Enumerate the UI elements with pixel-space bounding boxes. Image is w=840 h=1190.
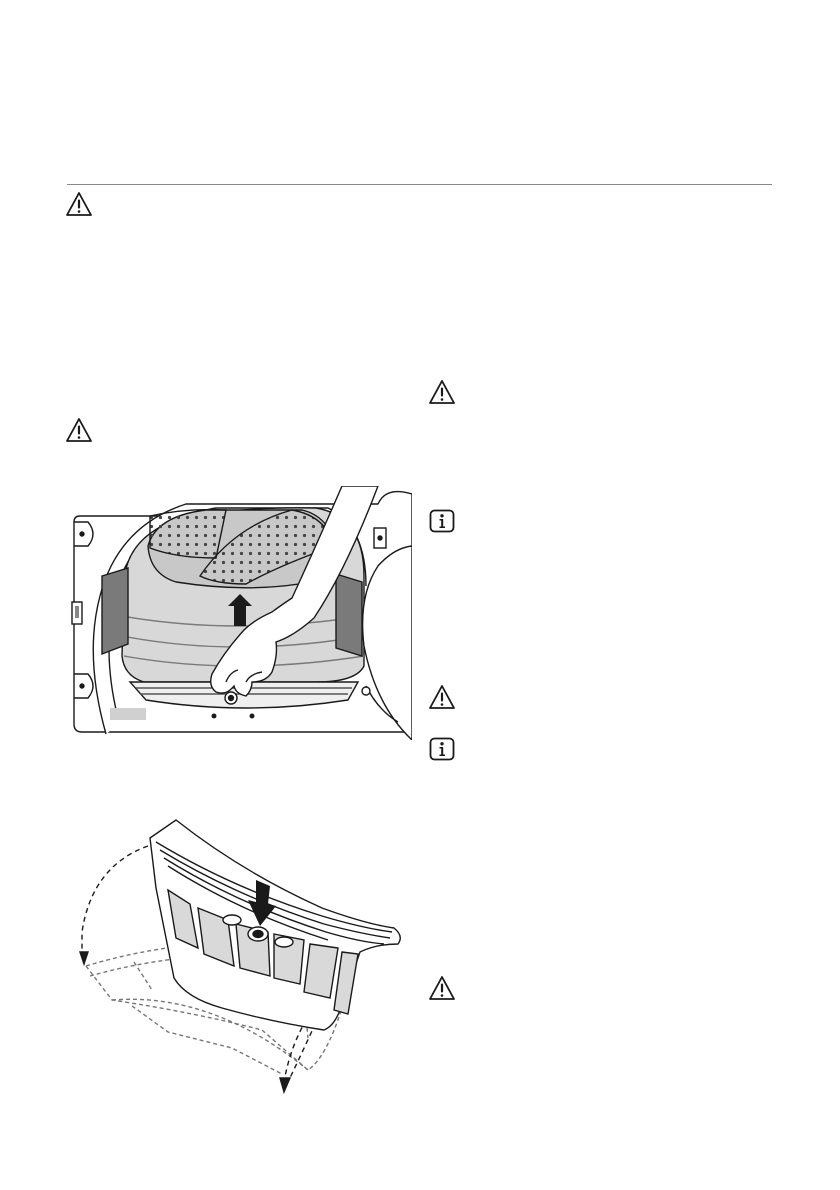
- open-filter-illustration: [72, 812, 408, 1102]
- info-icon: [429, 509, 455, 533]
- warning-triangle-icon: [65, 191, 93, 217]
- warning-triangle-icon: [428, 684, 456, 710]
- warning-triangle-icon: [428, 379, 456, 405]
- section-divider: [67, 184, 772, 185]
- warning-triangle-icon: [428, 975, 456, 1001]
- info-icon: [429, 737, 455, 761]
- warning-triangle-icon: [65, 417, 93, 443]
- remove-filter-illustration: [66, 486, 412, 740]
